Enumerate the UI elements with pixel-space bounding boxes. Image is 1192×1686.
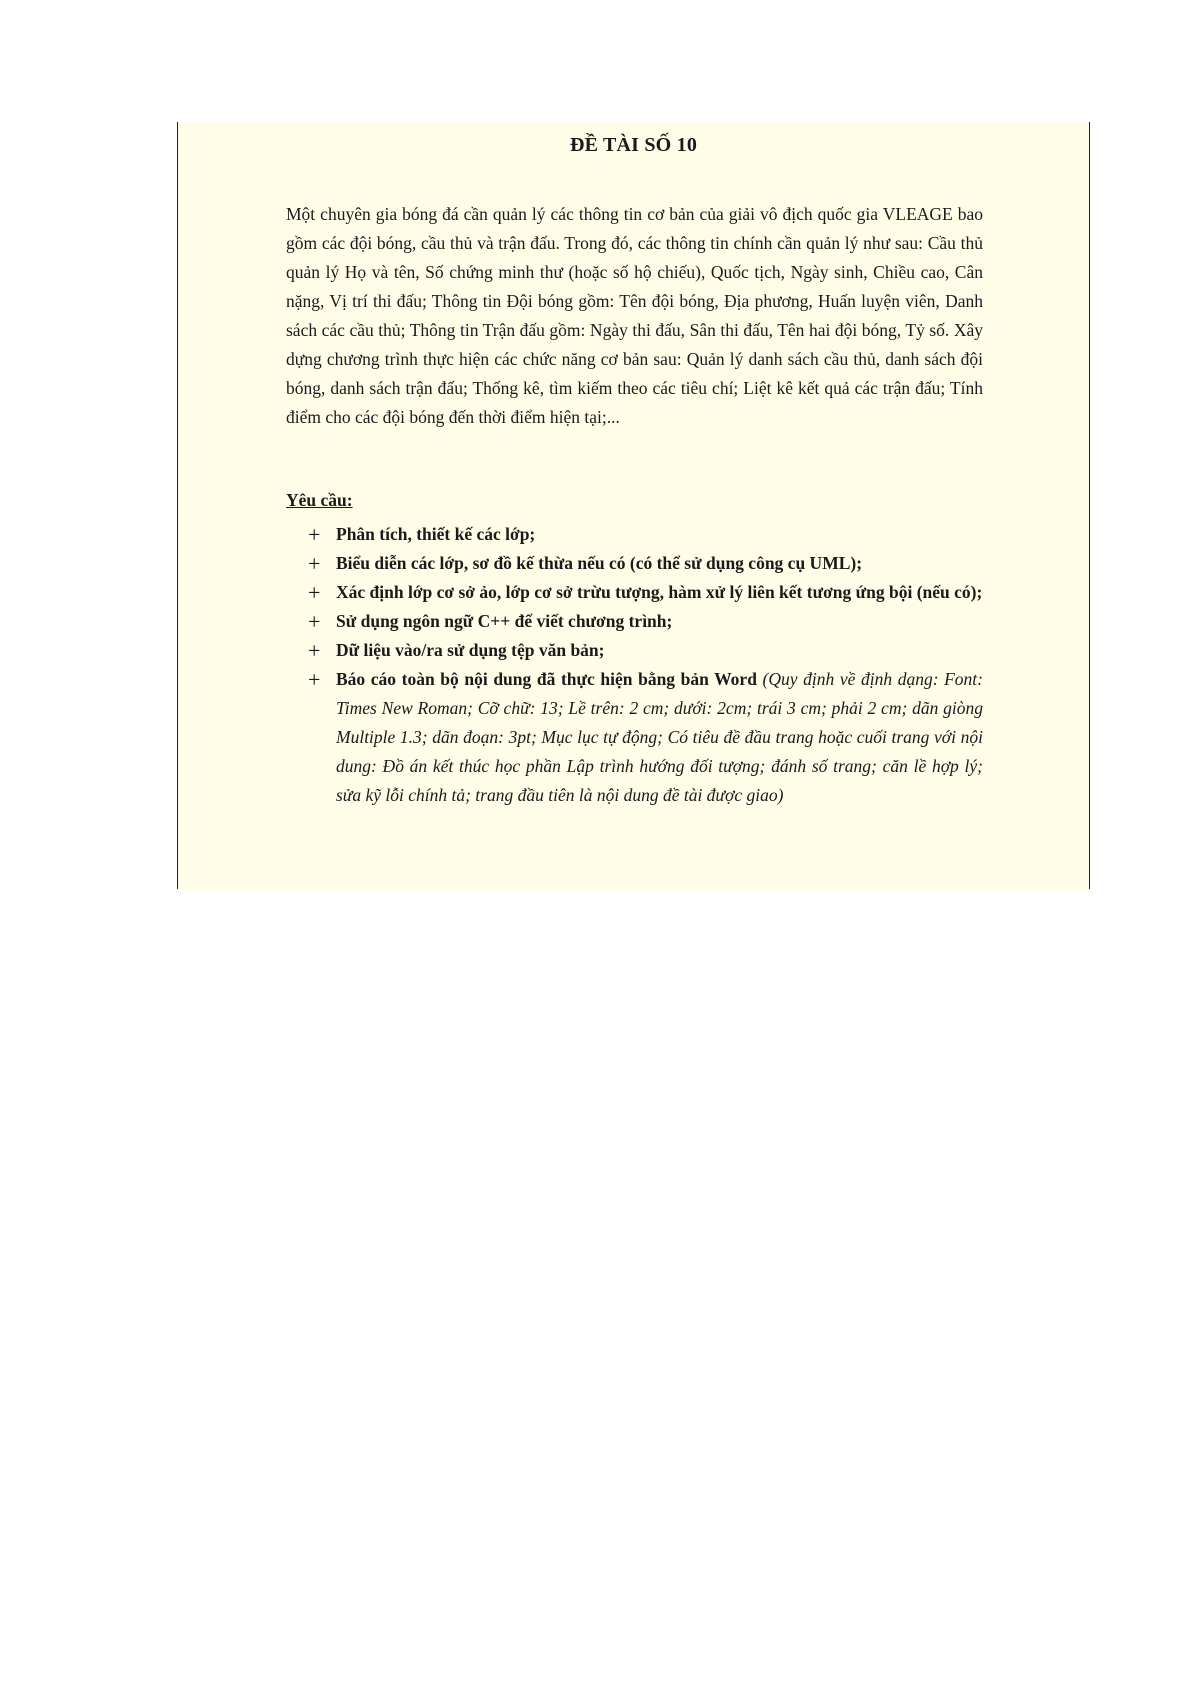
document-title: ĐỀ TÀI SỐ 10	[569, 134, 698, 156]
plus-bullet-icon: +	[308, 638, 321, 663]
plus-bullet-icon: +	[308, 580, 321, 605]
plus-bullet-icon: +	[308, 667, 321, 692]
requirements-heading: Yêu cầu:	[286, 490, 353, 510]
plus-bullet-icon: +	[308, 609, 321, 634]
formatting-note: (Quy định về định dạng: Font: Times New Roman; Cỡ chữ: 13; Lề trên: 2 cm; dưới: 2cm; trái 3 cm; phải 2 cm; dãn giòng Multiple 1.3; dãn đoạn: 3pt; Mục lục tự động; Có tiêu đề đầu trang hoặc cuối trang với nội dung: Đồ án kết thúc học phần Lập trình hướng đối tượng; đánh số trang; căn lề hợp lý; sửa kỹ lỗi chính tả; trang đầu tiên là nội dung đề tài được giao)	[336, 669, 983, 805]
plus-bullet-icon: +	[308, 522, 321, 547]
requirement-text: Phân tích, thiết kế các lớp;	[336, 524, 536, 544]
requirement-item	[308, 665, 983, 810]
requirement-text: Báo cáo toàn bộ nội dung đã thực hiện bằng bản Word	[336, 669, 757, 689]
plus-bullet-icon: +	[308, 551, 321, 576]
requirement-item	[308, 549, 983, 578]
requirement-item	[308, 636, 983, 665]
requirement-item	[308, 607, 983, 636]
requirement-item	[308, 578, 983, 607]
requirement-text: Biểu diễn các lớp, sơ đồ kế thừa nếu có (có thể sử dụng công cụ UML);	[336, 553, 863, 573]
requirements-list	[308, 520, 983, 810]
requirement-item	[308, 520, 983, 549]
requirement-text: Dữ liệu vào/ra sử dụng tệp văn bản;	[336, 640, 605, 660]
intro-paragraph: Một chuyên gia bóng đá cần quản lý các thông tin cơ bản của giải vô địch quốc gia VLEAGE bao gồm các đội bóng, cầu thủ và trận đấu. Trong đó, các thông tin chính cần quản lý như sau: Cầu thủ quản lý Họ và tên, Số chứng minh thư (hoặc số hộ chiếu), Quốc tịch, Ngày sinh, Chiều cao, Cân nặng, Vị trí thi đấu; Thông tin Đội bóng gồm: Tên đội bóng, Địa phương, Huấn luyện viên, Danh sách các cầu thủ; Thông tin Trận đấu gồm: Ngày thi đấu, Sân thi đấu, Tên hai đội bóng, Tỷ số. Xây dựng chương trình thực hiện các chức năng cơ bản sau: Quản lý danh sách cầu thủ, danh sách đội bóng, danh sách trận đấu; Thống kê, tìm kiếm theo các tiêu chí; Liệt kê kết quả các trận đấu; Tính điểm cho các đội bóng đến thời điểm hiện tại;...	[286, 204, 983, 427]
requirement-text: Xác định lớp cơ sở ảo, lớp cơ sở trừu tượng, hàm xử lý liên kết tương ứng bội (nếu có);	[336, 582, 983, 602]
requirement-text: Sử dụng ngôn ngữ C++ để viết chương trình;	[336, 611, 673, 631]
assignment-panel	[177, 122, 1090, 889]
